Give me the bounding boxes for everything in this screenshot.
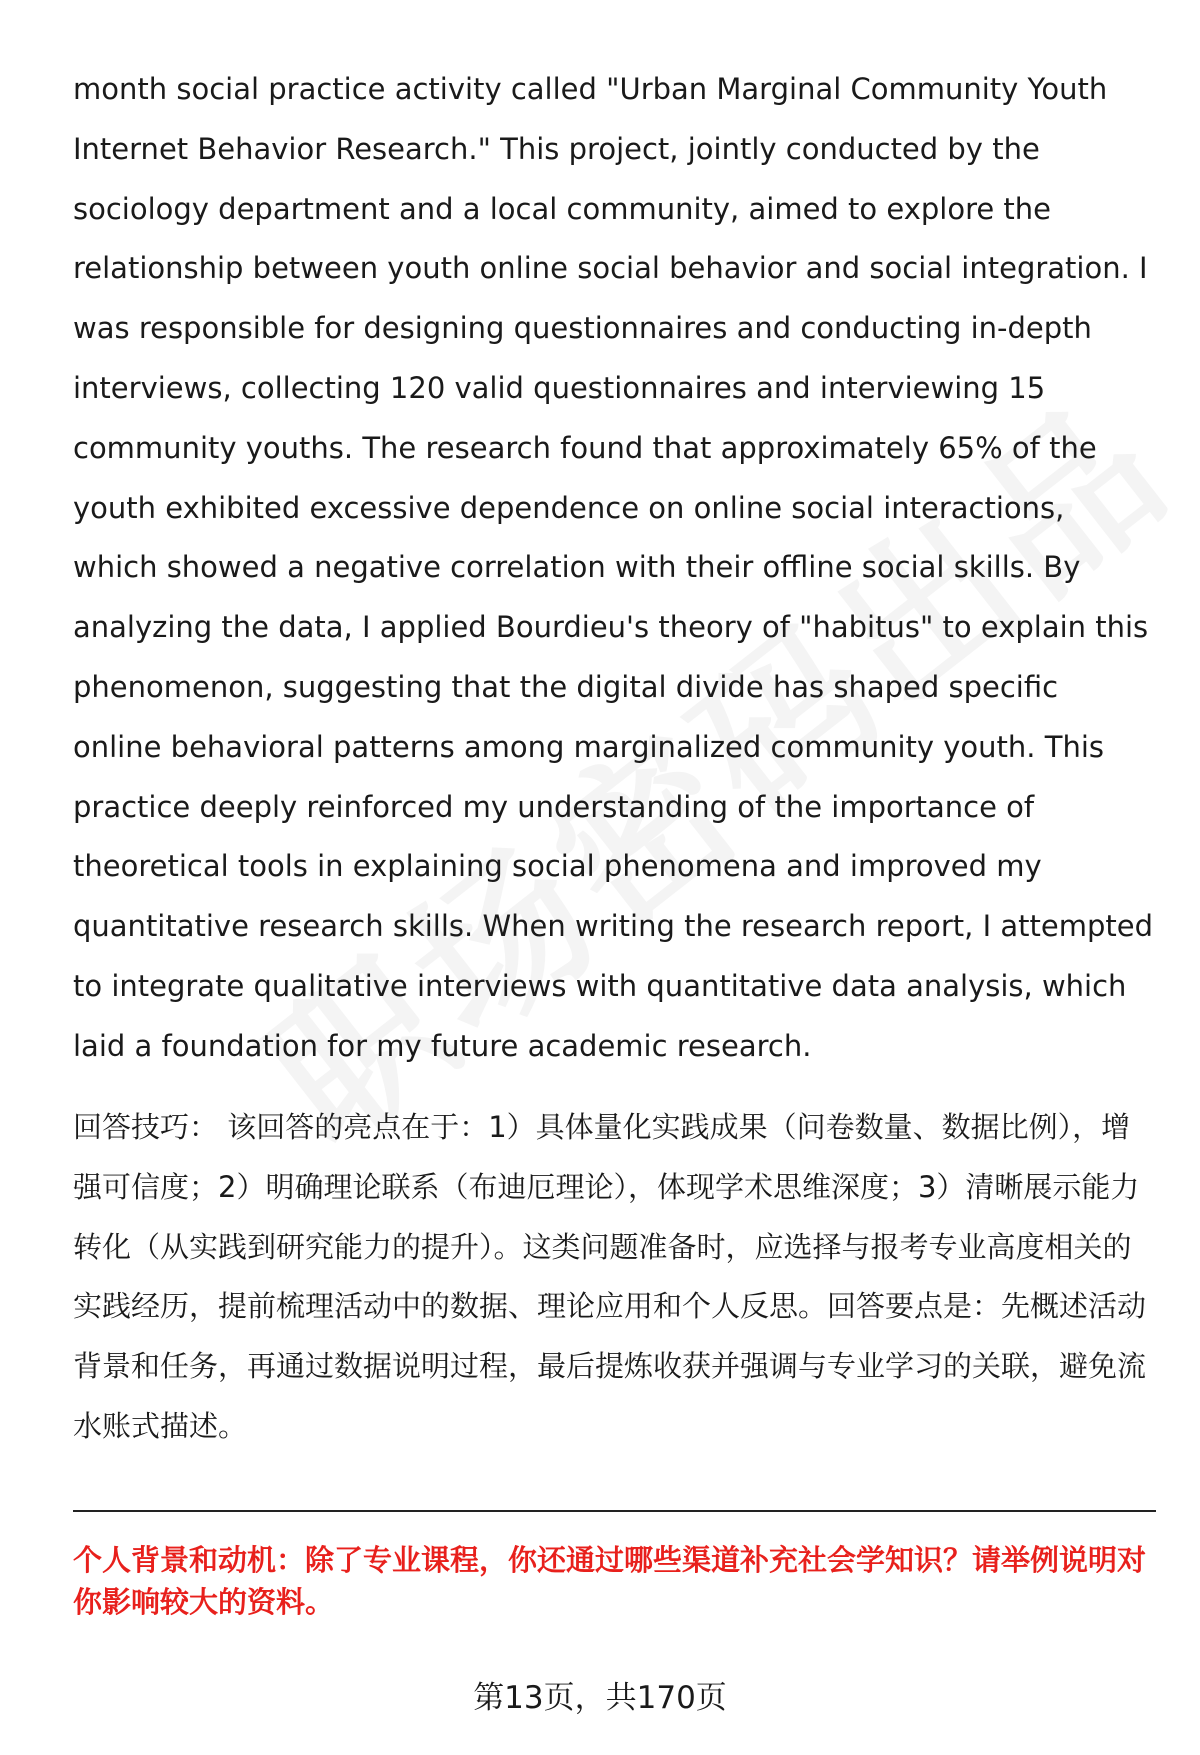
next-question-heading: 个人背景和动机：除了专业课程，你还通过哪些渠道补充社会学知识？请举例说明对你影响较大的资料。 <box>73 1543 1147 1619</box>
answer-paragraph: month social practice activity called "Urban Marginal Community Youth Internet Behavior Research." This project, jointly conducted by the sociology department and a local community, aimed to explore the relationship between youth online social behavior and social integration. I was responsible for designing questionnaires and conducting in-depth interviews, collecting 120 valid questionnaires and interviewing 15 community youths. The research found that approximately 65% of the youth exhibited excessive dependence on online social interactions, which showed a negative correlation with their offline social skills. By analyzing the data, I applied Bourdieu's theory of "habitus" to explain this phenomenon, suggesting that the digital divide has shaped specific online behavioral patterns among marginalized community youth. This practice deeply reinforced my understanding of the importance of theoretical tools in explaining social phenomena and improved my quantitative research skills. When writing the research report, I attempted to integrate qualitative interviews with quantitative data analysis, which laid a foundation for my future academic research. <box>73 72 1153 1063</box>
section-divider <box>73 1510 1156 1512</box>
page-number: 第13页，共170页 <box>473 1680 727 1716</box>
answer-tips-paragraph: 回答技巧： 该回答的亮点在于：1）具体量化实践成果（问卷数量、数据比例），增强可信度；2）明确理论联系（布迪厄理论），体现学术思维深度；3）清晰展示能力转化（从实践到研究能力的提升）。这类问题准备时，应选择与报考专业高度相关的实践经历，提前梳理活动中的数据、理论应用和个人反思。回答要点是：先概述活动背景和任务，再通过数据说明过程，最后提炼收获并强调与专业学习的关联，避免流水账式描述。 <box>73 1110 1147 1443</box>
